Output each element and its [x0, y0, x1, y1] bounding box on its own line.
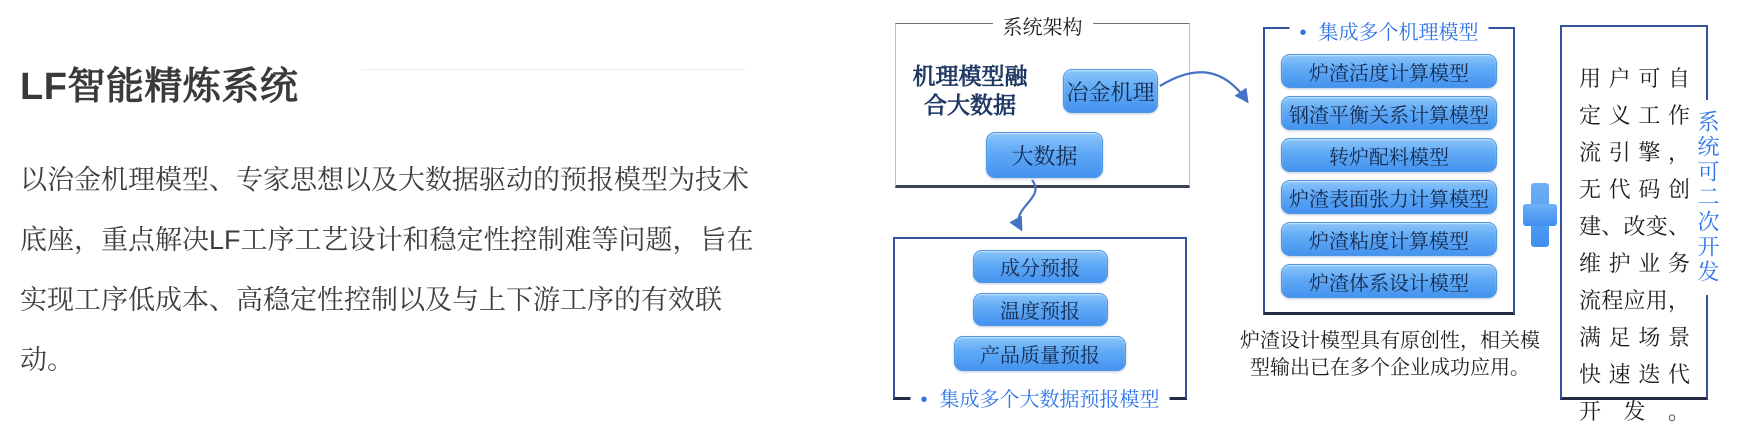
- node-temperature-forecast: 温度预报: [973, 293, 1108, 326]
- bullet-icon: •: [1299, 22, 1307, 44]
- page-title: LF智能精炼系统: [20, 66, 299, 108]
- workflow-box: 用户可自 定义工作 流引擎， 无代码创 建、改变、 维护业务 流程应用， 满足场景 快速迭代 开发。: [1560, 25, 1708, 400]
- mechanism-bigdata-fusion-label: 机理模型融 合大数据: [912, 63, 1028, 118]
- node-slag-viscosity-model: 炉渣粘度计算模型: [1281, 222, 1497, 256]
- node-composition-forecast: 成分预报: [973, 250, 1108, 283]
- forecast-models-box: [893, 237, 1187, 411]
- node-metallurgy-mechanism: 冶金机理: [1063, 69, 1158, 113]
- intro-line: 以治金机理模型、专家思想以及大数据驱动的预报模型为技术: [20, 165, 749, 195]
- plus-icon: [1523, 183, 1557, 247]
- forecast-models-legend: • 集成多个大数据预报模型: [910, 383, 1169, 412]
- node-slag-system-design-model: 炉渣体系设计模型: [1281, 264, 1497, 298]
- intro-paragraph: [20, 150, 765, 390]
- mechanism-models-legend: • 集成多个机理模型: [1289, 16, 1488, 45]
- system-architecture-box: [895, 17, 1190, 188]
- originality-caption: 炉渣设计模型具有原创性，相关模 型输出已在多个企业成功应用。: [1240, 330, 1540, 379]
- title-divider: [362, 69, 745, 70]
- node-slag-surface-tension-model: 炉渣表面张力计算模型: [1281, 180, 1497, 214]
- intro-line: 实现工序低成本、高稳定性控制以及与上下游工序的有效联动。: [20, 285, 722, 375]
- node-converter-burden-model: 转炉配料模型: [1281, 138, 1497, 172]
- node-slag-activity-model: 炉渣活度计算模型: [1281, 54, 1497, 88]
- system-architecture-legend: 系统架构: [993, 11, 1093, 40]
- bullet-icon: •: [920, 389, 928, 411]
- node-big-data: 大数据: [986, 132, 1103, 178]
- mechanism-models-box: [1263, 22, 1515, 315]
- node-product-quality-forecast: 产品质量预报: [954, 336, 1126, 371]
- intro-line: 底座，重点解决LF工序工艺设计和稳定性控制难等问题，旨在: [20, 225, 754, 255]
- secondary-development-side-label: 系统可二次开发: [1693, 100, 1723, 295]
- node-steel-slag-balance-model: 钢渣平衡关系计算模型: [1281, 96, 1497, 130]
